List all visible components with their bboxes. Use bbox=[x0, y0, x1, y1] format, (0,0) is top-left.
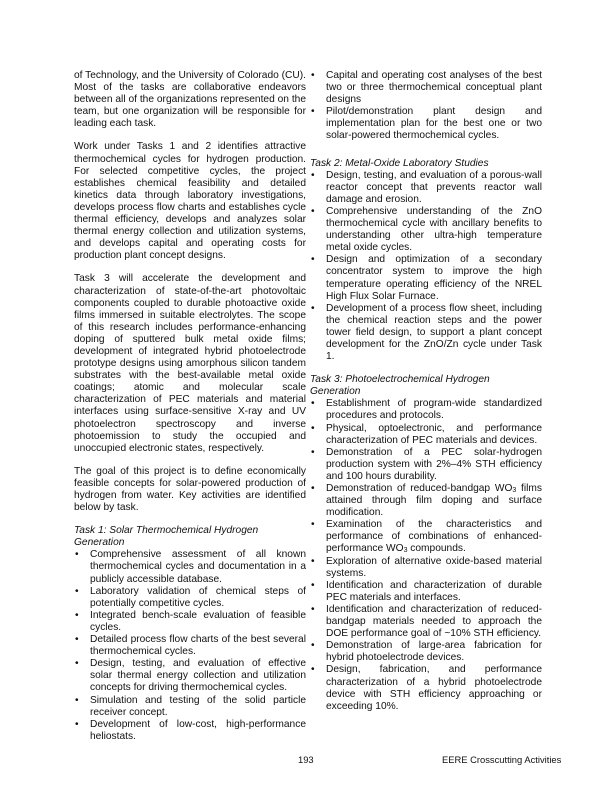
list-item: • Comprehensive understanding of the ZnO thermochemical cycle with ancillary benefits to understanding other ultra-high temperature metal oxide cycles. bbox=[310, 206, 542, 254]
task1-heading-line2: Generation bbox=[74, 537, 125, 549]
list-item: • Pilot/demonstration plant design and implementation plan for the best one or two solar-powered thermochemical cycles. bbox=[310, 106, 542, 142]
task3-heading bbox=[310, 374, 542, 398]
list-item: • Detailed process flow charts of the best several thermochemical cycles. bbox=[74, 634, 306, 658]
list-item: • Design, fabrication, and performance characterization of a hybrid photoelectrode device with STH efficiency approaching or exceeding 10%. bbox=[310, 664, 542, 712]
list-item: • Design, testing, and evaluation of a porous-wall reactor concept that prevents reactor wall damage and erosion. bbox=[310, 170, 542, 206]
task3-heading-line1: Task 3: Photoelectrochemical Hydrogen bbox=[310, 374, 490, 386]
paragraph-tasks-1-2: Work under Tasks 1 and 2 identifies attractive thermochemical cycles for hydrogen production. For selected competitive cycles, the project establishes chemical feasibility and detailed kinetics data through laboratory investigations, develops process flow charts and establishes cycle thermal efficiency, develops and analyzes solar thermal energy collection and utilization systems, and develops capital and operating costs for production plant concept designs. bbox=[74, 141, 306, 262]
subscript: 3 bbox=[512, 487, 517, 494]
list-item: • Identification and characterization of reduced-bandgap materials needed to approach the DOE performance goal of ~10% STH efficiency. bbox=[310, 604, 542, 640]
task2-list bbox=[310, 170, 542, 364]
list-item: • Integrated bench-scale evaluation of feasible cycles. bbox=[74, 610, 306, 634]
list-item: • Design, testing, and evaluation of effective solar thermal energy collection and utilization concepts for driving thermochemical cycles. bbox=[74, 658, 306, 694]
task1-heading bbox=[74, 525, 306, 549]
text: compounds. bbox=[407, 543, 466, 555]
list-item bbox=[310, 519, 542, 555]
list-item: • Demonstration of large-area fabrication for hybrid photoelectrode devices. bbox=[310, 640, 542, 664]
text: films attained through film doping and surface modification. bbox=[326, 483, 542, 519]
right-column bbox=[310, 70, 542, 724]
task3-list bbox=[310, 398, 542, 712]
list-item: • Simulation and testing of the solid particle receiver concept. bbox=[74, 695, 306, 719]
list-item: • Identification and characterization of durable PEC materials and interfaces. bbox=[310, 580, 542, 604]
list-item: • Development of low-cost, high-performance heliostats. bbox=[74, 719, 306, 743]
task1-list-continued bbox=[310, 70, 542, 143]
list-item: • Demonstration of a PEC solar-hydrogen production system with 2%–4% STH efficiency and 100 hours durability. bbox=[310, 447, 542, 483]
list-item: • Comprehensive assessment of all known thermochemical cycles and documentation in a publicly accessible database. bbox=[74, 549, 306, 585]
list-item: • Capital and operating cost analyses of the best two or three thermochemical conceptual plant designs bbox=[310, 70, 542, 106]
list-item bbox=[310, 483, 542, 519]
task3-heading-line2: Generation bbox=[310, 386, 361, 398]
left-column bbox=[74, 70, 306, 754]
text: Demonstration of reduced-bandgap WO bbox=[326, 483, 513, 494]
paragraph-organizations: of Technology, and the University of Colorado (CU). Most of the tasks are collaborative endeavors between all of the organizations represented on the team, but one organization will be responsible for leading each task. bbox=[74, 70, 306, 130]
page-number: 193 bbox=[298, 754, 314, 765]
task1-list bbox=[74, 549, 306, 743]
list-item: • Exploration of alternative oxide-based material systems. bbox=[310, 556, 542, 580]
list-item: • Laboratory validation of chemical steps of potentially competitive cycles. bbox=[74, 586, 306, 610]
text: Examination of the characteristics and performance of combinations of enhanced-performance WO bbox=[326, 519, 542, 555]
list-item: • Establishment of program-wide standardized procedures and protocols. bbox=[310, 398, 542, 422]
paragraph-task-3: Task 3 will accelerate the development and characterization of state-of-the-art photovoltaic components coupled to durable photoactive oxide films immersed in suitable electrolytes. The scope of this research includes performance-enhancing doping of sputtered bulk metal oxide films; development of integrated hybrid photoelectrode prototype designs using amorphous silicon tandem substrates with the best-available metal oxide coatings; atomic and molecular scale characterization of PEC materials and material interfaces using surface-sensitive X-ray and UV photoelectron spectroscopy and inverse photoemission to study the occupied and unoccupied electronic states, respectively. bbox=[74, 273, 306, 454]
task2-heading: Task 2: Metal-Oxide Laboratory Studies bbox=[310, 157, 489, 169]
list-item: • Development of a process flow sheet, including the chemical reaction steps and the power tower field design, to support a plant concept development for the ZnO/Zn cycle under Task 1. bbox=[310, 303, 542, 363]
section-title: EERE Crosscutting Activities bbox=[442, 754, 562, 765]
list-item: • Physical, optoelectronic, and performance characterization of PEC materials and devices. bbox=[310, 423, 542, 447]
list-item: • Design and optimization of a secondary concentrator system to improve the high temperature operating efficiency of the NREL High Flux Solar Furnace. bbox=[310, 254, 542, 302]
paragraph-goal: The goal of this project is to define economically feasible concepts for solar-powered production of hydrogen from water. Key activities are identified below by task. bbox=[74, 465, 306, 514]
subscript: 3 bbox=[403, 547, 408, 555]
task1-heading-line1: Task 1: Solar Thermochemical Hydrogen bbox=[74, 525, 259, 537]
